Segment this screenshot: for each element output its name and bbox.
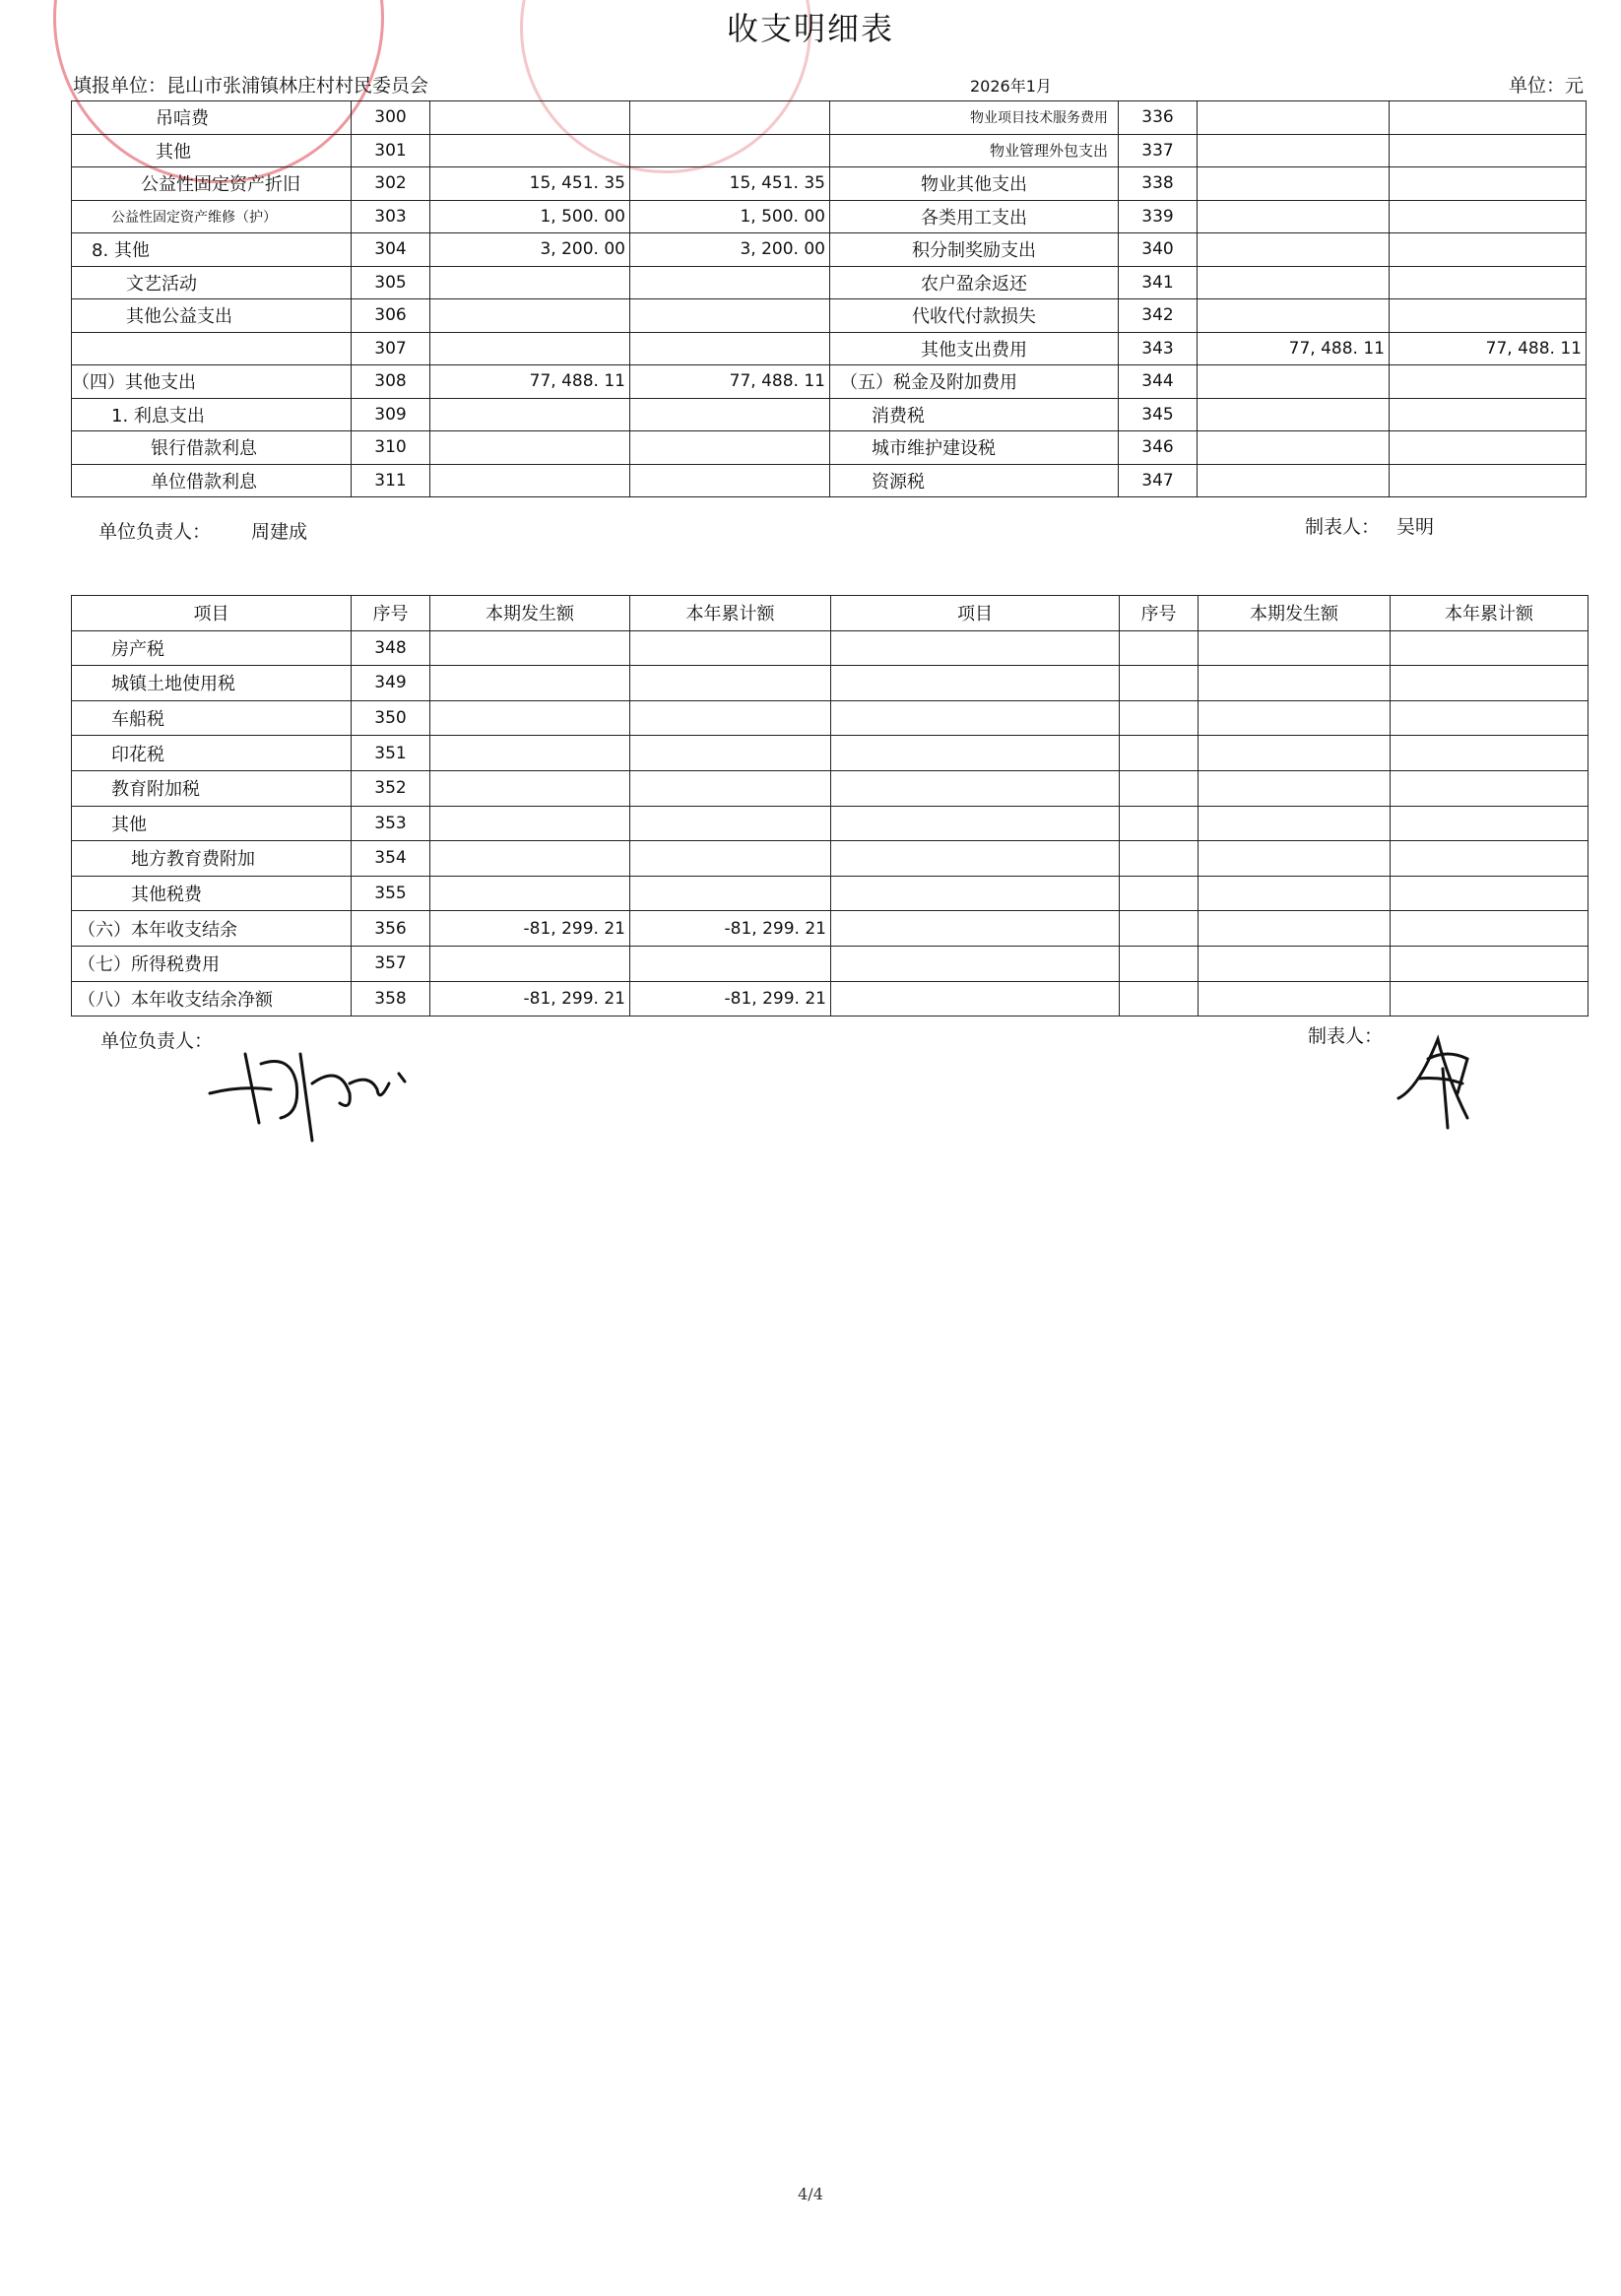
empty-cell	[1199, 841, 1391, 877]
row-seq: 306	[352, 299, 430, 333]
row-item-name-right: 物业其他支出	[830, 167, 1119, 201]
row-item-name: 银行借款利息	[72, 431, 352, 465]
maker-signature	[1389, 1019, 1497, 1138]
empty-cell	[1199, 770, 1391, 806]
row-current-amount	[430, 876, 630, 911]
row-ytd-amount	[630, 266, 830, 299]
row-seq: 307	[352, 332, 430, 365]
empty-cell	[1120, 841, 1199, 877]
empty-cell	[1120, 806, 1199, 841]
row-ytd-amount-right	[1390, 464, 1587, 497]
empty-cell	[831, 946, 1120, 981]
row-item-name-right: 其他支出费用	[830, 332, 1119, 365]
page-title: 收支明细表	[726, 10, 894, 47]
table-row	[72, 464, 1587, 497]
empty-cell	[831, 876, 1120, 911]
row-ytd-amount-right	[1390, 299, 1587, 333]
row-ytd-amount-right	[1390, 200, 1587, 233]
empty-cell	[1199, 666, 1391, 701]
row-seq: 356	[352, 911, 430, 947]
row-current-amount: 1, 500. 00	[430, 200, 630, 233]
row-seq-right: 341	[1119, 266, 1198, 299]
empty-cell	[1199, 630, 1391, 666]
row-seq: 348	[352, 630, 430, 666]
row-ytd-amount	[630, 770, 831, 806]
row-current-amount	[430, 464, 630, 497]
row-item-name-right: 积分制奖励支出	[830, 233, 1119, 267]
row-current-amount-right	[1198, 299, 1390, 333]
table-row	[72, 299, 1587, 333]
row-seq: 304	[352, 233, 430, 267]
row-item-name: 公益性固定资产维修（护）	[72, 200, 352, 233]
maker-name: 吴明	[1396, 516, 1435, 538]
empty-cell	[1120, 736, 1199, 771]
row-current-amount	[430, 736, 630, 771]
empty-cell	[1391, 981, 1589, 1017]
table-row	[72, 736, 1589, 771]
row-current-amount-right	[1198, 365, 1390, 399]
row-seq: 354	[352, 841, 430, 877]
row-item-name: 教育附加税	[72, 770, 352, 806]
page-number: 4/4	[798, 2185, 823, 2203]
row-item-name	[72, 332, 352, 365]
empty-cell	[1391, 770, 1589, 806]
row-item-name: 1. 利息支出	[72, 398, 352, 431]
empty-cell	[1199, 876, 1391, 911]
row-ytd-amount-right	[1390, 167, 1587, 201]
row-item-name-right: 农户盈余返还	[830, 266, 1119, 299]
row-seq-right: 339	[1119, 200, 1198, 233]
empty-cell	[831, 911, 1120, 947]
row-ytd-amount	[630, 806, 831, 841]
row-ytd-amount	[630, 736, 831, 771]
row-seq: 352	[352, 770, 430, 806]
unit-head-signature	[202, 1024, 458, 1152]
row-item-name: （七）所得税费用	[72, 946, 352, 981]
row-item-name: 其他	[72, 134, 352, 167]
table-row	[72, 946, 1589, 981]
tax-detail-table	[71, 595, 1589, 1017]
currency-unit: 单位：元	[1508, 75, 1584, 97]
table-row	[72, 233, 1587, 267]
table-row	[72, 134, 1587, 167]
row-current-amount	[430, 332, 630, 365]
row-item-name: 地方教育费附加	[72, 841, 352, 877]
table-row	[72, 101, 1587, 135]
row-seq-right: 346	[1119, 431, 1198, 465]
empty-cell	[831, 700, 1120, 736]
empty-cell	[1199, 700, 1391, 736]
row-current-amount	[430, 431, 630, 465]
row-current-amount-right	[1198, 464, 1390, 497]
row-item-name: 单位借款利息	[72, 464, 352, 497]
row-ytd-amount-right	[1390, 365, 1587, 399]
row-item-name: 文艺活动	[72, 266, 352, 299]
empty-cell	[1120, 770, 1199, 806]
row-current-amount-right	[1198, 167, 1390, 201]
table-row	[72, 700, 1589, 736]
row-seq: 308	[352, 365, 430, 399]
row-seq: 355	[352, 876, 430, 911]
table-row	[72, 398, 1587, 431]
table-row	[72, 431, 1587, 465]
row-ytd-amount	[630, 299, 830, 333]
row-current-amount	[430, 666, 630, 701]
row-item-name: 吊唁费	[72, 101, 352, 135]
column-header: 项目	[72, 596, 352, 631]
row-ytd-amount	[630, 464, 830, 497]
empty-cell	[1391, 700, 1589, 736]
row-seq: 310	[352, 431, 430, 465]
table-row	[72, 911, 1589, 947]
table-row	[72, 981, 1589, 1017]
empty-cell	[1120, 630, 1199, 666]
row-seq: 357	[352, 946, 430, 981]
row-current-amount-right	[1198, 134, 1390, 167]
table-row	[72, 167, 1587, 201]
empty-cell	[1199, 736, 1391, 771]
row-current-amount	[430, 266, 630, 299]
row-current-amount	[430, 630, 630, 666]
row-ytd-amount-right: 77, 488. 11	[1390, 332, 1587, 365]
row-ytd-amount-right	[1390, 266, 1587, 299]
row-current-amount-right	[1198, 200, 1390, 233]
table-row	[72, 770, 1589, 806]
empty-cell	[1199, 946, 1391, 981]
row-ytd-amount: -81, 299. 21	[630, 911, 831, 947]
empty-cell	[1120, 946, 1199, 981]
empty-cell	[1120, 666, 1199, 701]
row-current-amount	[430, 101, 630, 135]
empty-cell	[1199, 806, 1391, 841]
row-ytd-amount	[630, 431, 830, 465]
report-period: 2026年1月	[970, 77, 1052, 96]
row-seq: 351	[352, 736, 430, 771]
empty-cell	[1120, 981, 1199, 1017]
row-ytd-amount: 3, 200. 00	[630, 233, 830, 267]
table-row	[72, 876, 1589, 911]
row-ytd-amount	[630, 666, 831, 701]
empty-cell	[1391, 666, 1589, 701]
empty-cell	[1391, 736, 1589, 771]
row-seq: 309	[352, 398, 430, 431]
row-current-amount-right	[1198, 233, 1390, 267]
row-ytd-amount: 15, 451. 35	[630, 167, 830, 201]
row-ytd-amount-right	[1390, 134, 1587, 167]
row-ytd-amount	[630, 630, 831, 666]
empty-cell	[831, 981, 1120, 1017]
row-seq: 358	[352, 981, 430, 1017]
row-ytd-amount	[630, 946, 831, 981]
empty-cell	[1391, 946, 1589, 981]
empty-cell	[831, 806, 1120, 841]
row-item-name: 公益性固定资产折旧	[72, 167, 352, 201]
row-seq: 353	[352, 806, 430, 841]
table-row	[72, 365, 1587, 399]
column-header: 本期发生额	[1199, 596, 1391, 631]
row-ytd-amount: -81, 299. 21	[630, 981, 831, 1017]
column-header: 序号	[1120, 596, 1199, 631]
row-current-amount	[430, 134, 630, 167]
table-row	[72, 630, 1589, 666]
row-item-name-right: 代收代付款损失	[830, 299, 1119, 333]
row-current-amount	[430, 806, 630, 841]
row-current-amount	[430, 770, 630, 806]
unit-head-name: 周建成	[251, 521, 308, 543]
row-ytd-amount	[630, 700, 831, 736]
row-seq-right: 345	[1119, 398, 1198, 431]
unit-head-label-2: 单位负责人：	[100, 1030, 214, 1052]
row-item-name-right: （五）税金及附加费用	[830, 365, 1119, 399]
row-item-name: 其他	[72, 806, 352, 841]
row-current-amount-right	[1198, 431, 1390, 465]
row-current-amount: -81, 299. 21	[430, 911, 630, 947]
reporting-unit: 填报单位：昆山市张浦镇林庄村村民委员会	[73, 75, 429, 97]
table-row	[72, 332, 1587, 365]
maker-label-1: 制表人：	[1305, 516, 1381, 538]
table-row	[72, 806, 1589, 841]
empty-cell	[831, 770, 1120, 806]
row-current-amount-right	[1198, 101, 1390, 135]
row-current-amount: 3, 200. 00	[430, 233, 630, 267]
row-current-amount	[430, 398, 630, 431]
row-ytd-amount: 77, 488. 11	[630, 365, 830, 399]
row-seq-right: 343	[1119, 332, 1198, 365]
empty-cell	[1391, 806, 1589, 841]
column-header: 项目	[831, 596, 1120, 631]
row-ytd-amount-right	[1390, 398, 1587, 431]
column-header: 本期发生额	[430, 596, 630, 631]
empty-cell	[1391, 841, 1589, 877]
row-seq: 305	[352, 266, 430, 299]
row-item-name: （六）本年收支结余	[72, 911, 352, 947]
row-current-amount-right	[1198, 398, 1390, 431]
row-current-amount: -81, 299. 21	[430, 981, 630, 1017]
row-ytd-amount	[630, 398, 830, 431]
row-ytd-amount	[630, 134, 830, 167]
empty-cell	[1391, 876, 1589, 911]
table-row	[72, 841, 1589, 877]
row-item-name: 城镇土地使用税	[72, 666, 352, 701]
empty-cell	[1199, 981, 1391, 1017]
row-seq: 300	[352, 101, 430, 135]
row-seq: 350	[352, 700, 430, 736]
row-seq: 302	[352, 167, 430, 201]
row-current-amount: 15, 451. 35	[430, 167, 630, 201]
row-seq-right: 337	[1119, 134, 1198, 167]
row-current-amount-right	[1198, 266, 1390, 299]
unit-head-label-1: 单位负责人：	[98, 521, 212, 543]
row-ytd-amount-right	[1390, 101, 1587, 135]
empty-cell	[1391, 911, 1589, 947]
empty-cell	[1120, 911, 1199, 947]
row-seq: 311	[352, 464, 430, 497]
row-current-amount	[430, 946, 630, 981]
empty-cell	[831, 736, 1120, 771]
row-item-name-right: 物业项目技术服务费用	[830, 101, 1119, 135]
row-current-amount	[430, 700, 630, 736]
empty-cell	[1120, 700, 1199, 736]
empty-cell	[831, 630, 1120, 666]
row-seq-right: 336	[1119, 101, 1198, 135]
row-seq-right: 344	[1119, 365, 1198, 399]
row-item-name-right: 资源税	[830, 464, 1119, 497]
row-seq-right: 347	[1119, 464, 1198, 497]
row-ytd-amount: 1, 500. 00	[630, 200, 830, 233]
detail-table-continued	[71, 100, 1587, 497]
row-current-amount-right: 77, 488. 11	[1198, 332, 1390, 365]
row-ytd-amount-right	[1390, 431, 1587, 465]
empty-cell	[831, 666, 1120, 701]
row-item-name: 房产税	[72, 630, 352, 666]
row-item-name: 8. 其他	[72, 233, 352, 267]
row-item-name-right: 物业管理外包支出	[830, 134, 1119, 167]
maker-label-2: 制表人：	[1308, 1025, 1384, 1047]
empty-cell	[1120, 876, 1199, 911]
row-seq: 301	[352, 134, 430, 167]
empty-cell	[831, 841, 1120, 877]
row-item-name: （八）本年收支结余净额	[72, 981, 352, 1017]
row-item-name: 车船税	[72, 700, 352, 736]
row-seq: 303	[352, 200, 430, 233]
row-item-name: 其他公益支出	[72, 299, 352, 333]
row-seq-right: 338	[1119, 167, 1198, 201]
column-header: 本年累计额	[630, 596, 831, 631]
row-item-name: 印花税	[72, 736, 352, 771]
row-ytd-amount	[630, 876, 831, 911]
table-header-row	[72, 596, 1589, 631]
row-item-name-right: 各类用工支出	[830, 200, 1119, 233]
row-seq-right: 342	[1119, 299, 1198, 333]
row-ytd-amount	[630, 332, 830, 365]
row-ytd-amount	[630, 101, 830, 135]
row-item-name: （四）其他支出	[72, 365, 352, 399]
row-current-amount	[430, 841, 630, 877]
table-row	[72, 266, 1587, 299]
row-current-amount	[430, 299, 630, 333]
column-header: 序号	[352, 596, 430, 631]
row-current-amount: 77, 488. 11	[430, 365, 630, 399]
row-item-name-right: 消费税	[830, 398, 1119, 431]
row-seq-right: 340	[1119, 233, 1198, 267]
empty-cell	[1391, 630, 1589, 666]
row-seq: 349	[352, 666, 430, 701]
empty-cell	[1199, 911, 1391, 947]
row-item-name-right: 城市维护建设税	[830, 431, 1119, 465]
row-item-name: 其他税费	[72, 876, 352, 911]
row-ytd-amount-right	[1390, 233, 1587, 267]
table-row	[72, 666, 1589, 701]
column-header: 本年累计额	[1391, 596, 1589, 631]
table-row	[72, 200, 1587, 233]
row-ytd-amount	[630, 841, 831, 877]
